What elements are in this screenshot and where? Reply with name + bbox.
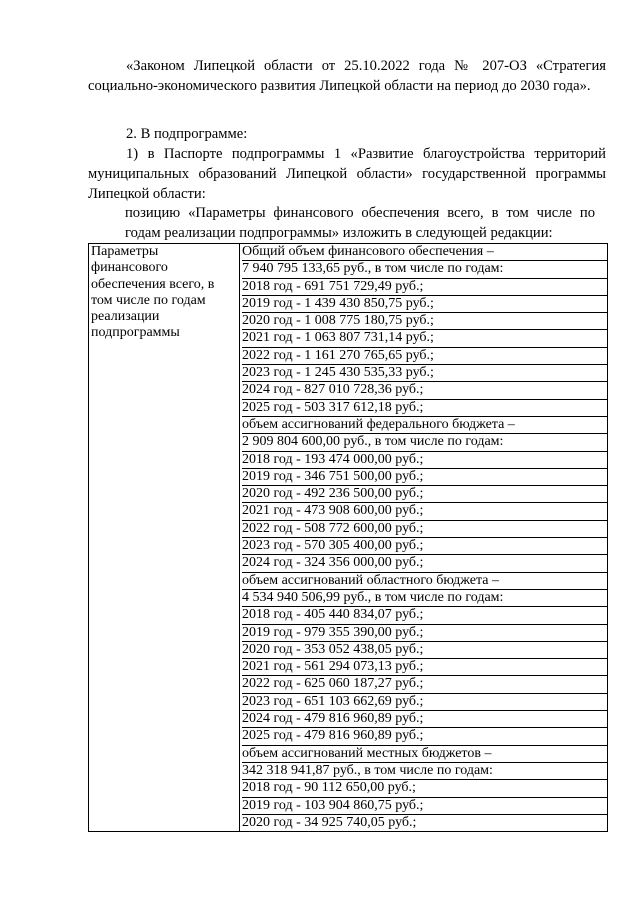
paragraph-subprogram-heading: 2. В подпрограмме:	[126, 126, 248, 142]
financing-value-line: 2020 год - 353 052 438,05 руб.;	[242, 642, 607, 659]
parameter-value-cell	[240, 244, 608, 832]
financing-value-line: 2024 год - 827 010 728,36 руб.;	[242, 382, 607, 399]
parameter-label-line: финансового	[91, 260, 168, 276]
financing-value-line: 2 909 804 600,00 руб., в том числе по годам:	[242, 434, 607, 451]
financing-value-line: 2019 год - 346 751 500,00 руб.;	[242, 469, 607, 486]
parameter-label-line: реализации	[91, 309, 160, 325]
financing-value-line: 2023 год - 1 245 430 535,33 руб.;	[242, 365, 607, 382]
financing-value-line: 2023 год - 570 305 400,00 руб.;	[242, 538, 607, 555]
financing-value-line: 2018 год - 691 751 729,49 руб.;	[242, 279, 607, 296]
financing-value-line: 2024 год - 479 816 960,89 руб.;	[242, 711, 607, 728]
financing-value-line: 2025 год - 503 317 612,18 руб.;	[242, 400, 607, 417]
financing-value-line: 2025 год - 479 816 960,89 руб.;	[242, 728, 607, 745]
financing-value-line: 2020 год - 34 925 740,05 руб.;	[242, 814, 417, 830]
financing-value-line: объем ассигнований областного бюджета –	[242, 573, 607, 590]
financing-value-line: 2023 год - 651 103 662,69 руб.;	[242, 694, 607, 711]
paragraph-law-reference: «Законом Липецкой области от 25.10.2022 года № 207-ОЗ «Стратегия социально-экономического развития Липецкой области на период до 2030 года».	[88, 58, 606, 94]
financing-value-line: объем ассигнований местных бюджетов –	[242, 746, 607, 763]
financing-value-line: 4 534 940 506,99 руб., в том числе по годам:	[242, 590, 607, 607]
financing-parameters-table	[88, 243, 608, 832]
financing-value-line: 2020 год - 492 236 500,00 руб.;	[242, 486, 607, 503]
financing-value-line: 2024 год - 324 356 000,00 руб.;	[242, 555, 607, 572]
financing-value-line: 2018 год - 405 440 834,07 руб.;	[242, 607, 607, 624]
financing-value-line: 2018 год - 193 474 000,00 руб.;	[242, 452, 607, 469]
financing-value-line: 2021 год - 561 294 073,13 руб.;	[242, 659, 607, 676]
financing-value-line: 2019 год - 979 355 390,00 руб.;	[242, 625, 607, 642]
financing-value-line: 2018 год - 90 112 650,00 руб.;	[242, 780, 607, 797]
financing-value-line: 2021 год - 1 063 807 731,14 руб.;	[242, 330, 607, 347]
parameter-label-line: обеспечения всего, в	[91, 276, 215, 292]
table-row	[89, 244, 608, 832]
financing-value-line: Общий объем финансового обеспечения –	[242, 244, 607, 261]
parameter-label-line: подпрограммы	[91, 325, 180, 341]
paragraph-passport-item: 1) в Паспорте подпрограммы 1 «Развитие благоустройства территорий муниципальных образований Липецкой области» государственной программы Липецкой области:	[88, 146, 606, 202]
financing-value-line: 2019 год - 103 904 860,75 руб.;	[242, 798, 607, 815]
paragraph-position-instruction: позицию «Параметры финансового обеспечения всего, в том числе по годам реализации подпрограммы» изложить в следующей редакции:	[125, 205, 595, 241]
financing-value-line: 2020 год - 1 008 775 180,75 руб.;	[242, 313, 607, 330]
financing-value-line: 342 318 941,87 руб., в том числе по годам:	[242, 763, 607, 780]
parameter-label-line: том числе по годам	[91, 292, 206, 308]
financing-value-line: 2019 год - 1 439 430 850,75 руб.;	[242, 296, 607, 313]
parameter-label-cell	[89, 244, 240, 832]
financing-value-line: объем ассигнований федерального бюджета –	[242, 417, 607, 434]
financing-value-line: 7 940 795 133,65 руб., в том числе по годам:	[242, 261, 607, 278]
financing-value-line: 2022 год - 1 161 270 765,65 руб.;	[242, 348, 607, 365]
financing-value-line: 2021 год - 473 908 600,00 руб.;	[242, 503, 607, 520]
financing-value-line: 2022 год - 625 060 187,27 руб.;	[242, 676, 607, 693]
financing-value-line: 2022 год - 508 772 600,00 руб.;	[242, 521, 607, 538]
parameter-label-line: Параметры	[91, 244, 159, 259]
